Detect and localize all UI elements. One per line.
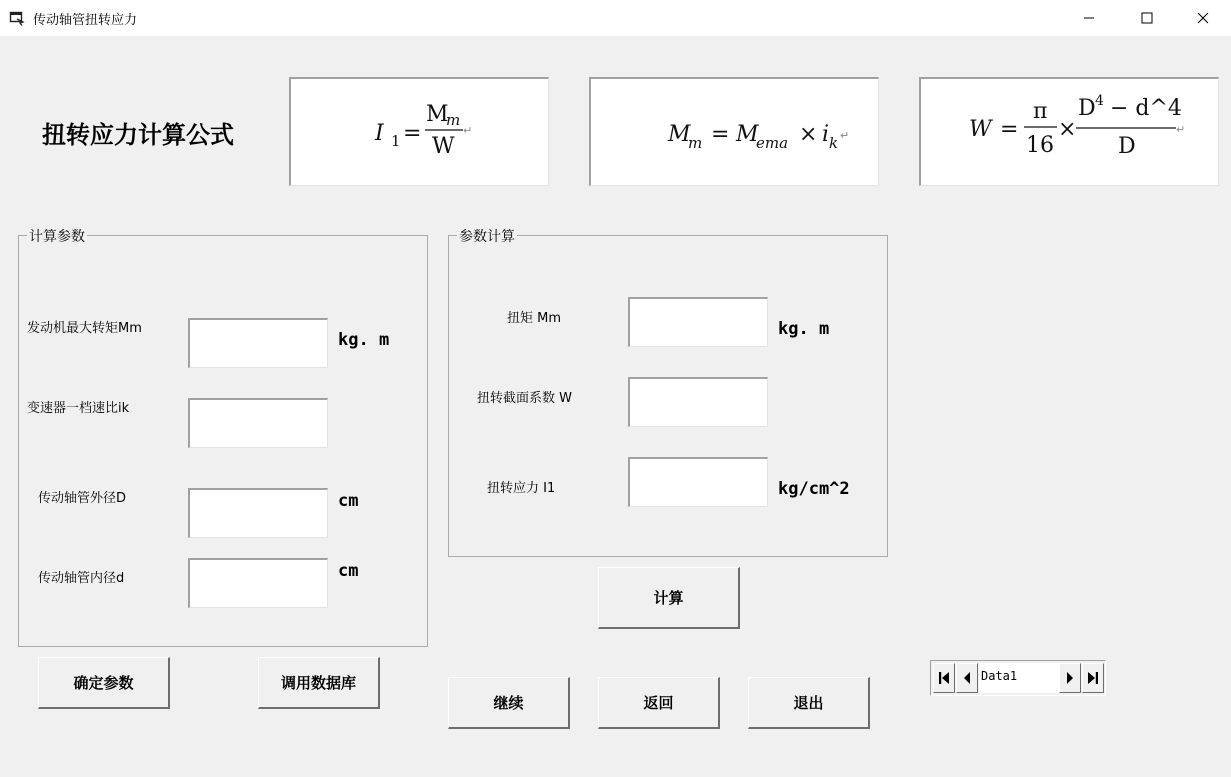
formula-lhs-sub: 1 — [391, 132, 401, 150]
section-modulus-input[interactable] — [628, 377, 768, 427]
paragraph-mark: ↵ — [840, 129, 850, 142]
title-bar — [0, 0, 1231, 36]
prev-record-button[interactable] — [956, 663, 978, 693]
window-app-icon — [9, 10, 25, 26]
formula-times: × — [1058, 117, 1077, 142]
formula-numerator: D — [1078, 96, 1096, 121]
formula-lhs-sub: m — [688, 134, 703, 152]
formula-equals: = — [711, 122, 730, 147]
torque-input[interactable] — [628, 297, 768, 347]
minimize-icon — [1083, 12, 1095, 24]
formula-denominator: W — [432, 134, 455, 159]
torque-unit: kg. m — [778, 319, 830, 339]
calc-group-legend: 参数计算 — [457, 226, 517, 246]
inner-diameter-label: 传动轴管内径d — [38, 571, 125, 586]
minimize-button[interactable] — [1060, 0, 1118, 36]
outer-diameter-unit: cm — [338, 491, 359, 511]
formula-times: × — [799, 122, 818, 147]
gear-ratio-input[interactable] — [188, 398, 328, 448]
next-record-button[interactable] — [1059, 663, 1081, 693]
formula-term-2: i — [822, 122, 830, 147]
paragraph-mark: ↵ — [463, 124, 473, 137]
formula-equals: = — [403, 121, 422, 146]
last-record-button[interactable] — [1082, 663, 1104, 693]
engine-max-torque-label: 发动机最大转矩Mm — [27, 321, 142, 336]
maximize-icon — [1141, 12, 1153, 24]
torsional-stress-input[interactable] — [628, 457, 768, 507]
formula-term-1-sub: ema — [756, 134, 789, 152]
next-record-icon — [1065, 671, 1075, 685]
formula-numerator-rest: − d^4 — [1103, 96, 1182, 121]
engine-max-torque-unit: kg. m — [338, 330, 390, 350]
continue-button[interactable]: 继续 — [448, 677, 570, 729]
window-title: 传动轴管扭转应力 — [33, 13, 138, 28]
formula-numerator: M — [426, 102, 449, 127]
formula-term-1: M — [736, 122, 759, 147]
data-caption: Data1 — [979, 663, 1059, 693]
formula-numerator-sup: 4 — [1095, 93, 1104, 109]
close-button[interactable] — [1174, 0, 1231, 36]
torque-label: 扭矩 Mm — [507, 311, 562, 326]
engine-max-torque-input[interactable] — [188, 318, 328, 368]
formula-box-stress — [289, 77, 549, 186]
torsional-stress-label: 扭转应力 I1 — [487, 481, 556, 496]
formula-lhs: I — [375, 121, 384, 146]
torsional-stress-unit: kg/cm^2 — [778, 479, 850, 499]
formula-heading: 扭转应力计算公式 — [42, 120, 234, 149]
formula-numerator-sub: m — [446, 111, 461, 129]
formula-stress — [291, 79, 549, 187]
formula-equals: = — [1000, 117, 1019, 142]
formula-box-torque — [589, 77, 879, 186]
formula-sixteen: 16 — [1026, 133, 1054, 158]
formula-denominator: D — [1118, 134, 1136, 159]
first-record-icon — [938, 671, 950, 685]
data-navigator — [930, 660, 1106, 696]
back-button[interactable]: 返回 — [598, 677, 720, 729]
outer-diameter-label: 传动轴管外径D — [38, 491, 127, 506]
load-database-button[interactable]: 调用数据库 — [258, 657, 380, 709]
formula-torque — [591, 79, 879, 187]
close-icon — [1197, 12, 1209, 24]
maximize-button[interactable] — [1118, 0, 1176, 36]
gear-ratio-label: 变速器一档速比ik — [27, 401, 130, 416]
section-modulus-label: 扭转截面系数 W — [477, 391, 572, 406]
formula-term-2-sub: k — [829, 134, 839, 152]
formula-pi: π — [1033, 99, 1048, 124]
prev-record-icon — [962, 671, 972, 685]
last-record-icon — [1087, 671, 1099, 685]
paragraph-mark: ↵ — [1176, 123, 1186, 136]
outer-diameter-input[interactable] — [188, 488, 328, 538]
inner-diameter-unit: cm — [338, 561, 359, 581]
first-record-button[interactable] — [933, 663, 955, 693]
exit-button[interactable]: 退出 — [748, 677, 870, 729]
formula-lhs: W — [969, 117, 992, 142]
params-group-legend: 计算参数 — [27, 226, 87, 246]
confirm-params-button[interactable]: 确定参数 — [38, 657, 170, 709]
formula-box-section-modulus — [919, 77, 1219, 186]
formula-lhs: M — [668, 122, 691, 147]
formula-section-modulus — [921, 79, 1219, 187]
inner-diameter-input[interactable] — [188, 558, 328, 608]
calculate-button[interactable]: 计算 — [598, 567, 740, 629]
